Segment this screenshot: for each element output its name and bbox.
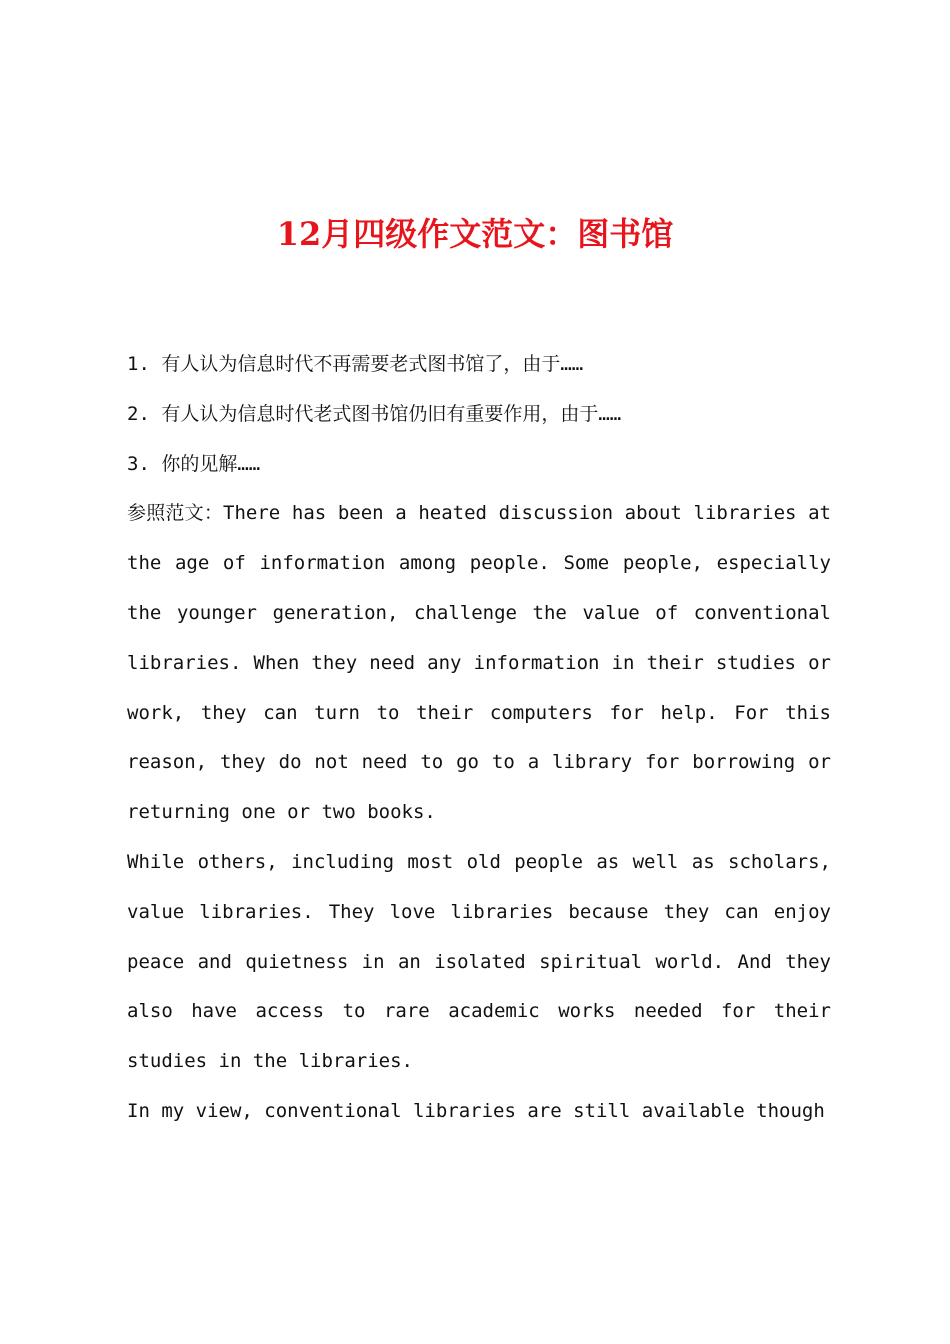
essay-paragraph-3: In my view, conventional libraries are still available though <box>127 1099 825 1122</box>
document-title: 12月四级作文范文：图书馆 <box>276 215 674 253</box>
outline-item-2: 2. 有人认为信息时代老式图书馆仍旧有重要作用，由于…… <box>127 402 622 425</box>
essay-paragraph-2: While others, including most old people as well as scholars, value libraries. They love libraries because they can enjoy peace and quietness in an isolated spiritual world. And they also have access to rare academic works needed for their studies in the libraries. <box>127 850 831 1073</box>
outline-item-1: 1. 有人认为信息时代不再需要老式图书馆了，由于…… <box>127 353 584 375</box>
essay-paragraph-1: 参照范文：There has been a heated discussion about libraries at the age of information among people. Some people, especially the younger generation, challenge the value of conventional libraries. When they need any information in their studies or work, they can turn to their computers for help. For this reason, they do not need to go to a library for borrowing or returning one or two books. <box>127 502 831 824</box>
document-body <box>127 340 831 1137</box>
outline-item-3: 3. 你的见解…… <box>127 452 261 475</box>
